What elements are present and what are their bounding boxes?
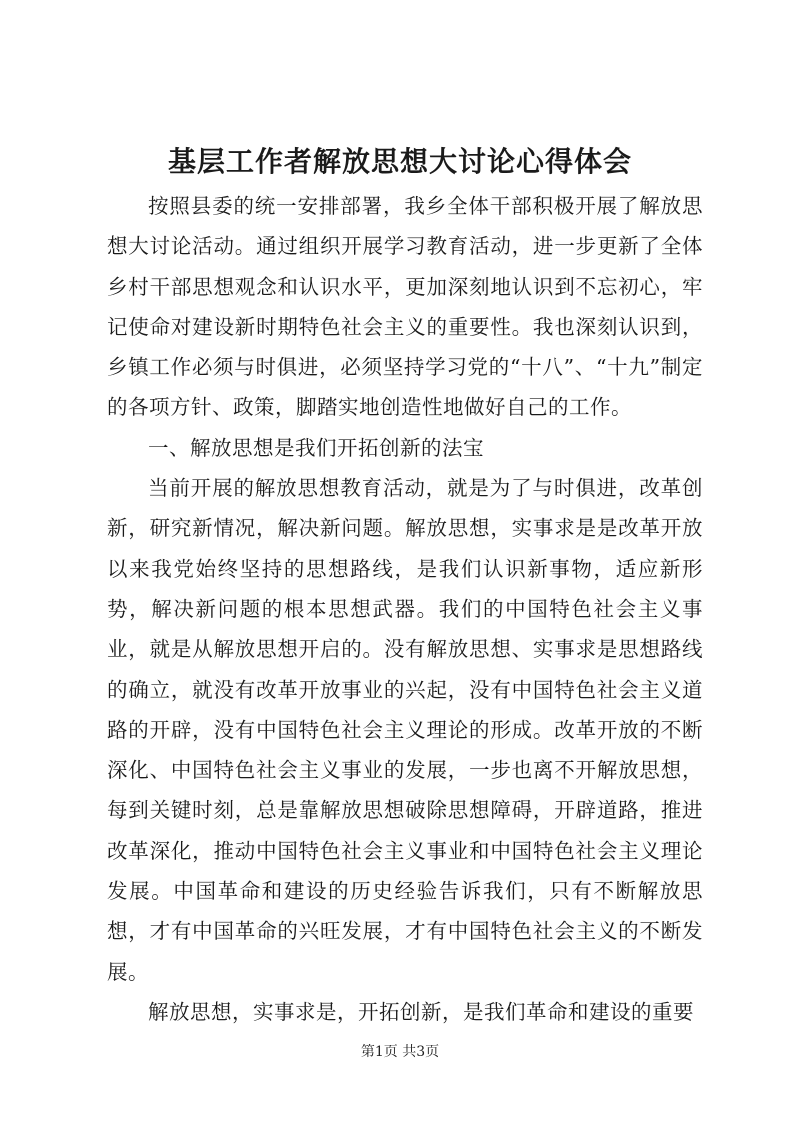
document-title: 基层工作者解放思想大讨论心得体会: [167, 145, 632, 178]
paragraph-section-1: 当前开展的解放思想教育活动，就是为了与时俱进，改革创新，研究新情况，解决新问题。解放思想，实事求是是改革开放以来我党始终坚持的思想路线，是我们认识新事物，适应新形势，解决新问题的根本思想武器。我们的中国特色社会主义事业，就是从解放思想开启的。没有解放思想、实事求是思想路线的确立，就没有改革开放事业的兴起，没有中国特色社会主义道路的开辟，没有中国特色社会主义理论的形成。改革开放的不断深化、中国特色社会主义事业的发展，一步也离不开解放思想，每到关键时刻，总是靠解放思想破除思想障碍，开辟道路，推进改革深化，推动中国特色社会主义事业和中国特色社会主义理论发展。中国革命和建设的历史经验告诉我们，只有不断解放思想，才有中国革命的兴旺发展，才有中国特色社会主义的不断发展。: [107, 476, 703, 984]
page-number-footer: 第1页 共3页: [360, 1044, 440, 1060]
paragraph-continued: 解放思想，实事求是，开拓创新，是我们革命和建设的重要: [148, 999, 694, 1024]
section-heading: 一、解放思想是我们开拓创新的法宝: [148, 435, 484, 460]
paragraph-intro: 按照县委的统一安排部署，我乡全体干部积极开展了解放思想大讨论活动。通过组织开展学习教育活动，进一步更新了全体乡村干部思想观念和认识水平，更加深刻地认识到不忘初心，牢记使命对建设新时期特色社会主义的重要性。我也深刻认识到，乡镇工作必须与时俱进，必须坚持学习党的“十八”、“十九”制定的各项方针、政策，脚踏实地创造性地做好自己的工作。: [107, 194, 703, 420]
document-body: [107, 186, 703, 1032]
